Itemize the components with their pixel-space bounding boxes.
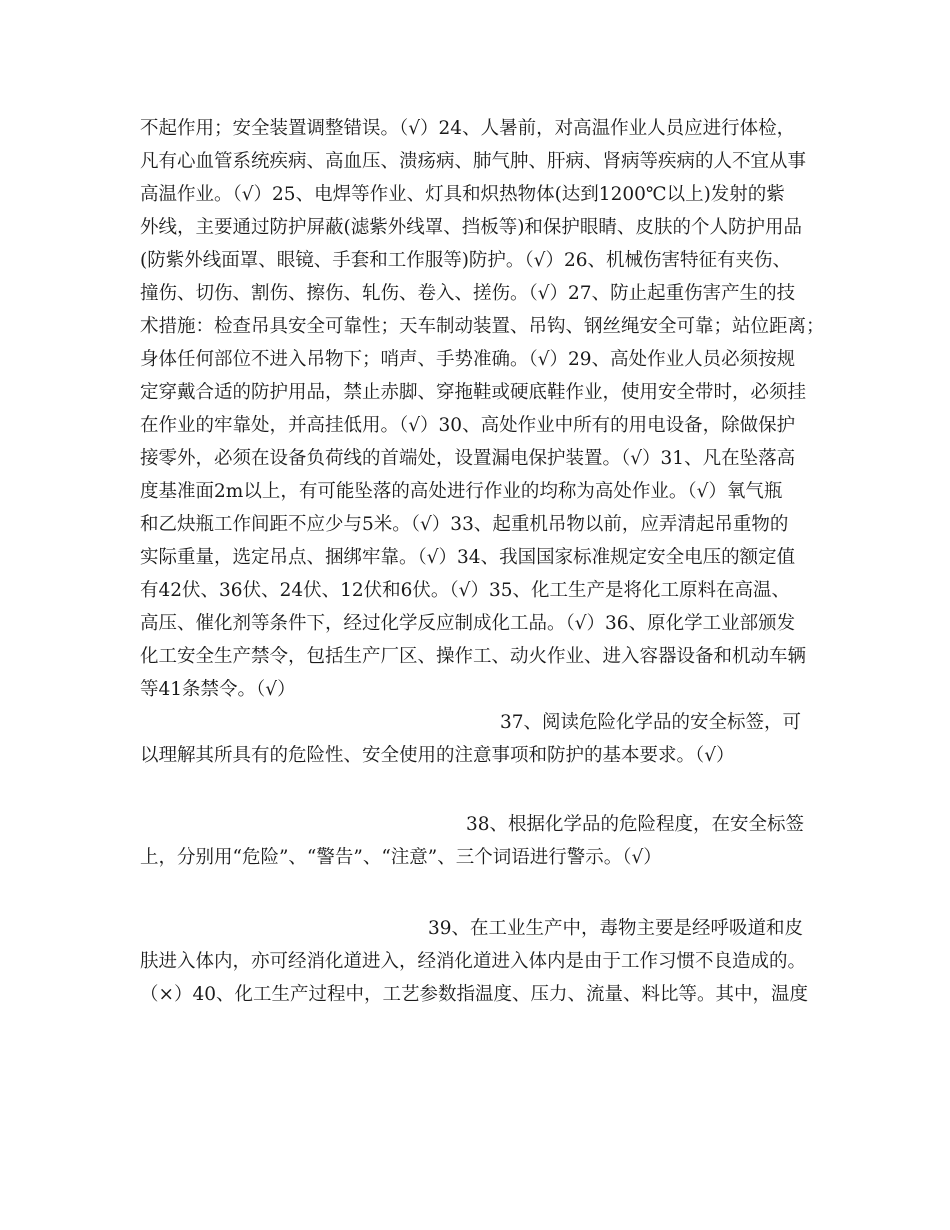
text-line: 实际重量，选定吊点、捆绑牢靠。（√）34、我国国家标准规定安全电压的额定值 xyxy=(140,547,796,568)
text-line: 有42伏、36伏、24伏、12伏和6伏。（√）35、化工生产是将化工原料在高温、 xyxy=(140,580,791,601)
text-line: 肤进入体内，亦可经消化道进入，经消化道进入体内是由于工作习惯不良造成的。 xyxy=(140,951,807,972)
text-line: 身体任何部位不进入吊物下；哨声、手势准确。（√）29、高处作业人员必须按规 xyxy=(140,349,796,370)
text-line: 在作业的牢靠处，并高挂低用。（√）30、高处作业中所有的用电设备，除做保护 xyxy=(140,415,796,436)
text-line: 37、阅读危险化学品的安全标签，可 xyxy=(500,712,802,733)
text-line: 定穿戴合适的防护用品，禁止赤脚、穿拖鞋或硬底鞋作业，使用安全带时，必须挂 xyxy=(140,382,807,403)
text-line: (防紫外线面罩、眼镜、手套和工作服等)防护。（√）26、机械伤害特征有夹伤、 xyxy=(140,250,792,271)
text-line: 化工安全生产禁令，包括生产厂区、操作工、动火作业、进入容器设备和机动车辆 xyxy=(140,646,807,667)
text-line: 撞伤、切伤、割伤、擦伤、轧伤、卷入、搓伤。（√）27、防止起重伤害产生的技 xyxy=(140,283,796,304)
text-line: 凡有心血管系统疾病、高血压、溃疡病、肺气肿、肝病、肾病等疾病的人不宜从事 xyxy=(140,151,807,172)
text-line: 高温作业。（√）25、电焊等作业、灯具和炽热物体(达到1200℃以上)发射的紫 xyxy=(140,184,785,205)
text-line: 以理解其所具有的危险性、安全使用的注意事项和防护的基本要求。（√） xyxy=(140,745,735,766)
text-line: 39、在工业生产中，毒物主要是经呼吸道和皮 xyxy=(428,918,804,939)
text-line: 术措施：检查吊具安全可靠性；天车制动装置、吊钩、钢丝绳安全可靠；站位距离； xyxy=(140,316,825,337)
text-line: 和乙炔瓶工作间距不应少与5米。（√）33、起重机吊物以前，应弄清起吊重物的 xyxy=(140,514,789,535)
text-line: 高压、催化剂等条件下，经过化学反应制成化工品。（√）36、原化学工业部颁发 xyxy=(140,613,796,634)
text-line: 接零外，必须在设备负荷线的首端处，设置漏电保护装置。（√）31、凡在坠落高 xyxy=(140,448,796,469)
text-line: 38、根据化学品的危险程度，在安全标签 xyxy=(466,814,805,835)
text-line: 等41条禁令。（√） xyxy=(140,679,296,700)
text-line: 外线，主要通过防护屏蔽(滤紫外线罩、挡板等)和保护眼睛、皮肤的个人防护用品 xyxy=(140,217,802,238)
text-line: 度基准面2m以上，有可能坠落的高处进行作业的均称为高处作业。（√）氧气瓶 xyxy=(140,481,783,502)
text-line: 不起作用；安全装置调整错误。（√）24、人暑前，对高温作业人员应进行体检， xyxy=(140,118,796,139)
text-line: 上，分别用“危险”、“警告”、“注意”、三个词语进行警示。（√） xyxy=(140,847,662,868)
text-line: （×）40、化工生产过程中，工艺参数指温度、压力、流量、料比等。其中，温度 xyxy=(140,984,809,1005)
